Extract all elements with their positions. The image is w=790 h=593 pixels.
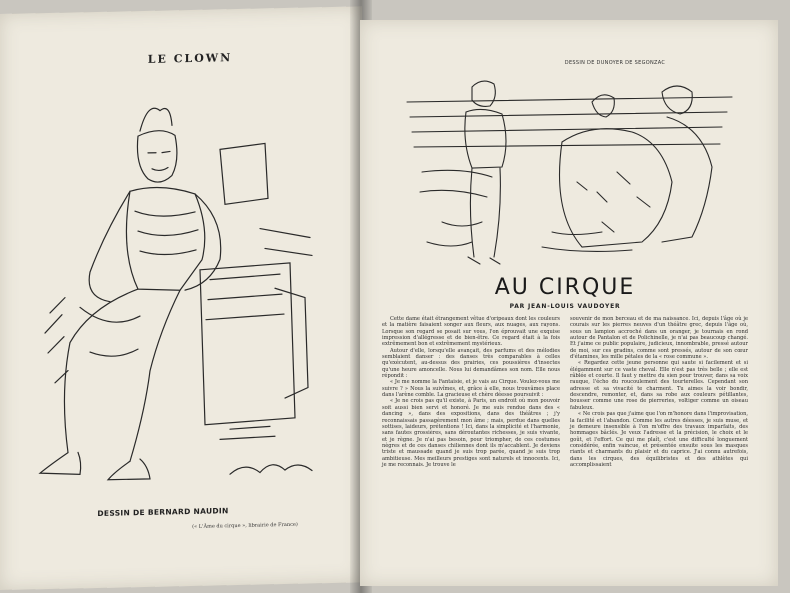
paragraph: « Ne crois pas que j'aime que l'on m'honore dans l'improvisation, la facilité et l'abandon. Comme les autres déesses, je suis muse, et je demeure insensible à l'on m'offre des travaux imparfaits, des hommages bâclés. Je veux l'adresse et la précision, le choix et le goût, et l'effort. Ce qui me plaît, c'est une difficulté longuement considérée, enfin vaincue, et présentée ensuite sous les masques riants et charmants du plaisir et du caprice. J'ai connu autrefois, dans les cirques, des équilibristes et des athlètes qui accomplissaient: [570, 411, 748, 468]
illustration-caption: DESSIN DE BERNARD NAUDIN: [97, 506, 229, 518]
paragraph: Autour d'elle, lorsqu'elle avançait, des parfums et des mélodies semblaient danser : des danses très comparables à celles qu'exécutent, au-dessus des prairies, ces poussières d'insectes qu'une heure amoncelle. Nous lui demandâmes son nom. Elle nous répondit :: [382, 347, 560, 380]
paragraph: « Regardez cette jeune personne qui saute si facilement et si élégamment sur ce vaste cheval. Elle n'est pas très belle ; elle est râblée et courte. Il faut y mettre du sien pour trouver, dans sa voix rauque, l'écho du roucoulement des tourterelles. Cependant son adresse et sa vivacité te charment. Tu aimes la voir bondir, descendre, remonter, et, dans sa robe aux couleurs pétillantes, bousser comme une rose de pierreries, voltiger comme un oiseau fabuleux.: [570, 360, 748, 411]
article-byline: PAR JEAN-LOUIS VAUDOYER: [509, 303, 621, 310]
paragraph: « Je me nomme la Fantaisie, et je vais au Cirque. Voulez-vous me suivre ? » Nous la suivîmes, et, grâce à elle, nous trouvâmes place dans l'arène comble. La gracieuse et chère déesse poursuivit :: [382, 379, 560, 399]
text-column-2: [570, 316, 748, 468]
left-page: [0, 6, 362, 590]
paragraph: Cette dame était étrangement vêtue d'oripeaux dont les couleurs et la matière faisaient songer aux fleurs, aux nuages, aux rayons. Lorsque son regard se posait sur vous, l'on éprouvait une exquise impression d'allégresse et de bien-être. Ce regard était à la fois extrêmement bon et extrêmement mystérieux.: [382, 316, 560, 348]
text-column-1: [382, 316, 560, 468]
illustration-credit: DESSIN DE DUNOYER DE SEGONZAC: [564, 60, 666, 66]
paragraph: « Je ne crois pas qu'il existe, à Paris, un endroit où mon pouvoir soit aussi bien servi et honoré. Je me suis rendue dans des « dancing », dans des expositions, dans des théâtres ; j'y reconnaissais passagèrement mon âme ; mais, perdue dans quelles sottises, laideurs, prétentions ! Ici, dans la simplicité et l'harmonie, sans fautes grossières, sans déroutantes richesses, je suis vivante, et je règne. Je n'ai pas besoin, pour triompher, de ces costumes nègres et de ces danses chiliennes dont ils m'accablent. Je deviens triste et maussade quand je suis trop parée, quand je suis trop ambitieuse. Mes meilleurs prestiges sont naturels et innocents. Ici, je me reconnais. Je trouve le: [382, 398, 560, 468]
article-headline: AU CIRQUE: [494, 275, 636, 300]
circus-illustration: [402, 72, 742, 287]
clown-illustration: [20, 87, 320, 493]
paragraph: souvenir de mon berceau et de ma naissance. Ici, depuis l'âge où je courais sur les pierres neuves d'un théâtre grec, depuis l'âge où, sous un lampion accroché dans un oranger, je tournais en rond autour de Pantalon et de Polichinelle, je n'ai pas beaucoup changé. Et j'aime ce public populaire, judicieux, innombrable, pressé autour de moi, sur ces gradins, comme sont pressés, autour de son cœur d'étamines, les mille pétales de la « rose commune ».: [570, 316, 748, 361]
source-note: (« L'Âme du cirque », librairie de France): [192, 521, 298, 530]
right-page: [360, 20, 778, 586]
page-title: LE CLOWN: [147, 51, 233, 66]
